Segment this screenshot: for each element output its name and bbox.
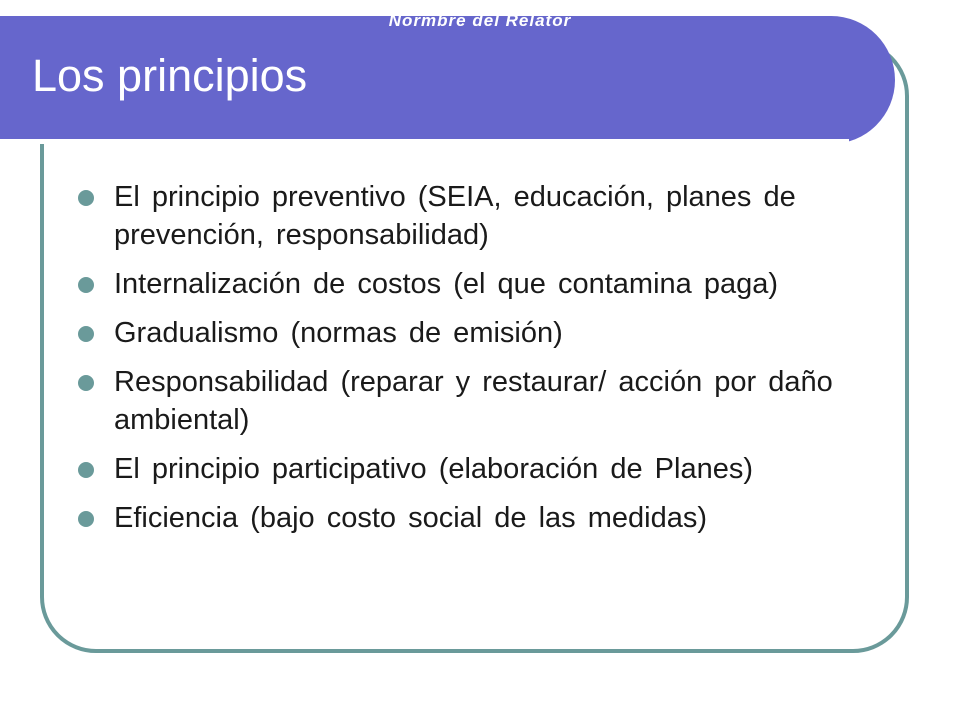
bullet-text: El principio participativo (elaboración de Planes) [114,453,753,485]
presenter-name: Normbre del Relator [388,11,572,30]
bullet-text: Eficiencia (bajo costo social de las medidas) [114,502,707,534]
bullet-dot-icon [78,326,94,342]
bullet-text: Gradualismo (normas de emisión) [114,317,563,349]
bullet-dot-icon [78,375,94,391]
bullet-dot-icon [78,462,94,478]
bullet-item [78,499,868,537]
bullet-dot-icon [78,277,94,293]
bullet-text: Internalización de costos (el que contamina paga) [114,268,778,300]
bullet-list [78,178,868,548]
title-underline [0,139,849,144]
bullet-dot-icon [78,511,94,527]
bullet-item [78,314,868,352]
slide-title: Los principios [32,50,308,101]
bullet-item [78,450,868,488]
bullet-dot-icon [78,190,94,206]
bullet-item [78,363,868,439]
bullet-item [78,178,868,254]
bullet-item [78,265,868,303]
bullet-text: El principio preventivo (SEIA, educación, planes de prevención, responsabilidad) [114,181,796,251]
bullet-text: Responsabilidad (reparar y restaurar/ acción por daño ambiental) [114,366,833,436]
